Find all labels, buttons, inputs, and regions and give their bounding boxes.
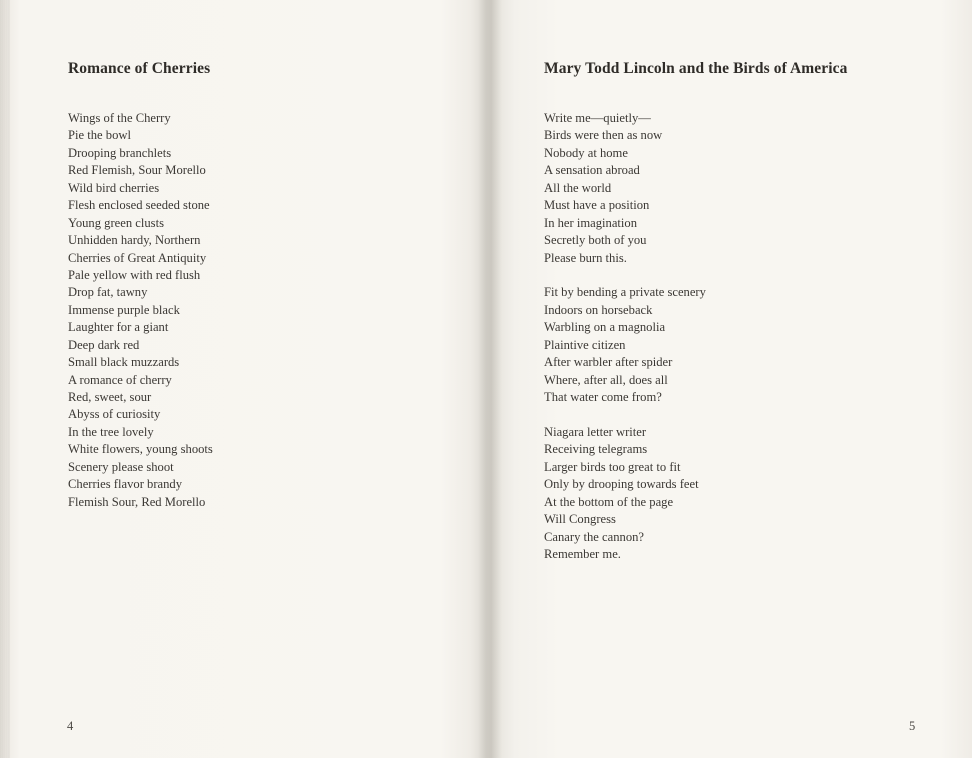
poem-title-left: Romance of Cherries	[68, 60, 211, 77]
poem-line: Pie the bowl	[68, 128, 131, 143]
poem-line: Only by drooping towards feet	[544, 477, 699, 492]
poem-line: Receiving telegrams	[544, 442, 648, 457]
poem-line: In her imagination	[544, 215, 638, 230]
poem-line: A sensation abroad	[544, 163, 640, 178]
poem-line: Cherries flavor brandy	[68, 477, 183, 492]
poem-line: Remember me.	[544, 546, 621, 561]
poem-line: Nobody at home	[544, 145, 628, 160]
poem-line: Warbling on a magnolia	[544, 320, 666, 335]
poem-line: Birds were then as now	[544, 128, 663, 143]
poem-line: Scenery please shoot	[68, 459, 174, 474]
poem-line: Fit by bending a private scenery	[544, 285, 706, 300]
poem-title-right: Mary Todd Lincoln and the Birds of America	[544, 60, 848, 77]
stanza-break	[544, 267, 706, 284]
poem-body-right	[544, 110, 706, 563]
poem-line: Larger birds too great to fit	[544, 459, 681, 474]
poem-line: Flemish Sour, Red Morello	[68, 494, 206, 509]
page-number-right: 5	[909, 719, 916, 733]
poem-line: Indoors on horseback	[544, 302, 653, 317]
poem-line: Secretly both of you	[544, 233, 647, 248]
poem-line: Red, sweet, sour	[68, 390, 152, 404]
poem-line: Will Congress	[544, 512, 616, 527]
stanza-break	[544, 406, 706, 423]
poem-line: Immense purple black	[68, 302, 180, 317]
poem-line: Laughter for a giant	[68, 320, 169, 335]
poem-line: Plaintive citizen	[544, 337, 626, 352]
poem-line: Wild bird cherries	[68, 180, 160, 195]
poem-line: Unhidden hardy, Northern	[68, 233, 201, 248]
poem-line: Please burn this.	[544, 250, 627, 265]
poem-line: Small black muzzards	[68, 355, 180, 370]
poem-line: Flesh enclosed seeded stone	[68, 198, 210, 213]
poem-line: At the bottom of the page	[544, 494, 674, 509]
poem-line: Pale yellow with red flush	[68, 267, 201, 282]
right-page	[486, 0, 972, 758]
poem-line: Write me—quietly—	[544, 111, 651, 125]
poem-line: Drooping branchlets	[68, 145, 172, 160]
poem-line: White flowers, young shoots	[68, 442, 213, 457]
poem-line: Wings of the Cherry	[68, 111, 171, 125]
poem-line: Deep dark red	[68, 337, 140, 352]
poem-line: That water come from?	[544, 390, 662, 404]
poem-line: Where, after all, does all	[544, 372, 668, 387]
poem-line: Young green clusts	[68, 215, 164, 230]
poem-line: In the tree lovely	[68, 424, 154, 439]
poem-line: Abyss of curiosity	[68, 407, 161, 422]
poem-line: Canary the cannon?	[544, 529, 645, 544]
poem-body-left	[68, 110, 213, 511]
poem-line: Drop fat, tawny	[68, 285, 148, 300]
poem-line: Niagara letter writer	[544, 424, 647, 439]
poem-line: Red Flemish, Sour Morello	[68, 163, 206, 178]
poem-line: A romance of cherry	[68, 372, 172, 387]
poem-line: After warbler after spider	[544, 355, 673, 370]
poem-line: All the world	[544, 180, 612, 195]
poem-line: Must have a position	[544, 198, 650, 213]
poem-line: Cherries of Great Antiquity	[68, 250, 207, 265]
page-number-left: 4	[67, 719, 74, 733]
